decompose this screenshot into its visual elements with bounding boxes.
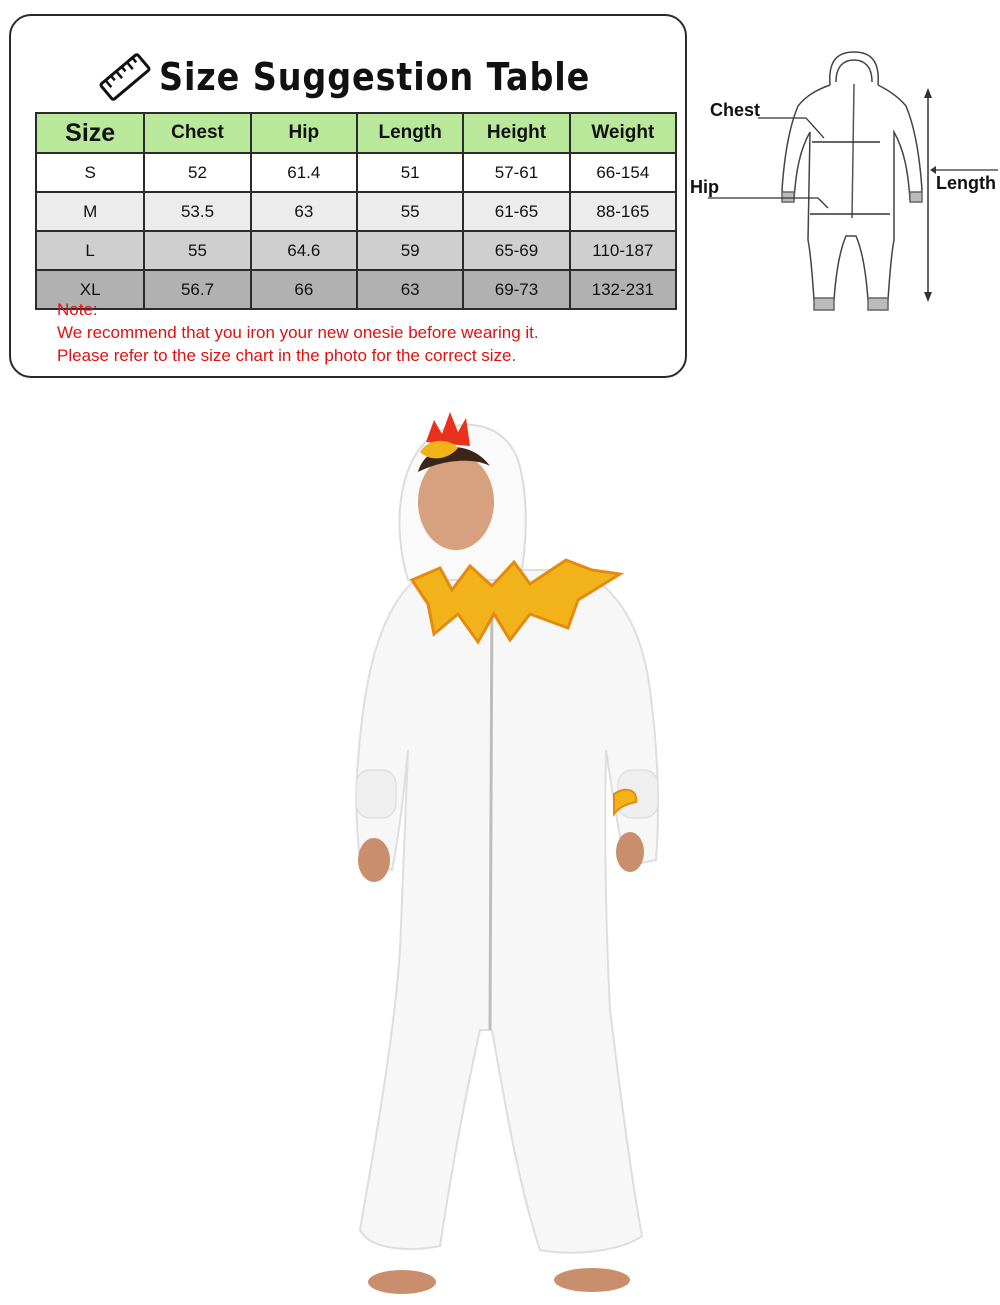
table-cell: 55	[144, 231, 250, 270]
card-title-text: Size Suggestion Table	[159, 55, 591, 99]
chest-label: Chest	[710, 100, 761, 120]
table-cell: 63	[357, 270, 463, 309]
note-label: Note:	[57, 300, 98, 319]
table-cell: XL	[36, 270, 144, 309]
table-row	[36, 192, 676, 231]
table-cell: 65-69	[463, 231, 569, 270]
table-cell: 63	[251, 192, 357, 231]
size-table	[35, 112, 677, 310]
table-cell: 56.7	[144, 270, 250, 309]
table-cell: 110-187	[570, 231, 676, 270]
table-cell: 52	[144, 153, 250, 192]
table-cell: 55	[357, 192, 463, 231]
column-header-hip: Hip	[251, 113, 357, 153]
rooster-onesie-illustration	[330, 390, 670, 1300]
note-line-size-chart: Please refer to the size chart in the photo for the correct size.	[57, 346, 517, 365]
hip-label: Hip	[690, 177, 719, 197]
length-label: Length	[936, 173, 996, 193]
column-header-chest: Chest	[144, 113, 250, 153]
measurement-diagram	[688, 40, 1000, 330]
table-cell: 66	[251, 270, 357, 309]
table-cell: 61.4	[251, 153, 357, 192]
column-header-length: Length	[357, 113, 463, 153]
table-cell: 57-61	[463, 153, 569, 192]
table-header-row	[36, 113, 676, 153]
table-cell: 59	[357, 231, 463, 270]
table-cell: 53.5	[144, 192, 250, 231]
table-cell: 88-165	[570, 192, 676, 231]
table-cell: S	[36, 153, 144, 192]
table-row	[36, 153, 676, 192]
table-cell: L	[36, 231, 144, 270]
table-cell: 132-231	[570, 270, 676, 309]
card-title	[99, 42, 649, 112]
table-row	[36, 231, 676, 270]
column-header-size: Size	[36, 113, 144, 153]
column-header-weight: Weight	[570, 113, 676, 153]
table-cell: M	[36, 192, 144, 231]
note-block	[57, 298, 539, 367]
table-cell: 64.6	[251, 231, 357, 270]
ruler-icon	[99, 51, 151, 103]
table-cell: 51	[357, 153, 463, 192]
note-line-iron: We recommend that you iron your new onesie before wearing it.	[57, 323, 539, 342]
product-photo-rooster-onesie	[330, 390, 670, 1300]
table-cell: 66-154	[570, 153, 676, 192]
size-suggestion-card	[9, 14, 687, 378]
table-cell: 69-73	[463, 270, 569, 309]
table-cell: 61-65	[463, 192, 569, 231]
column-header-height: Height	[463, 113, 569, 153]
